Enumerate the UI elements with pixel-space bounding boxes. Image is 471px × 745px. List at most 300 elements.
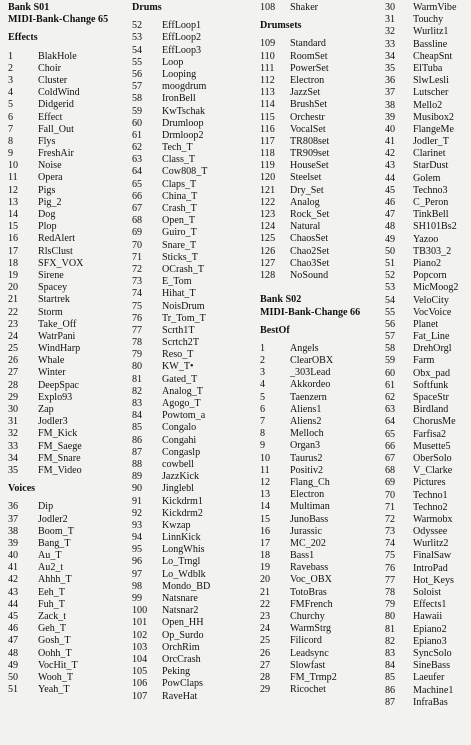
entry-name: Jodler2: [38, 513, 68, 525]
entry-number: 60: [132, 117, 143, 129]
entry-number: 52: [385, 270, 396, 282]
section-heading-drums: Drums: [132, 2, 162, 13]
entry-name: Ricochet: [290, 684, 326, 696]
entry-number: 62: [132, 142, 143, 154]
entry-number: 120: [260, 172, 276, 184]
section-heading-bestof: BestOf: [260, 324, 290, 336]
entry-number: 64: [132, 166, 143, 178]
entry-name: Multiman: [290, 501, 330, 513]
entry-number: 68: [132, 215, 143, 227]
entry-number: 40: [8, 550, 19, 562]
list-item: [132, 398, 242, 410]
list-item: [385, 2, 471, 14]
entry-name: Dip: [38, 501, 54, 513]
entry-number: 12: [260, 476, 271, 488]
entry-name: Yeah_T: [38, 684, 70, 696]
entry-name: Boom_T: [38, 525, 74, 537]
list-item: [260, 160, 375, 172]
entry-name: _303Lead: [290, 367, 331, 379]
entry-name: Warmobx: [413, 513, 453, 525]
list-item: [260, 136, 375, 148]
list-item: [132, 654, 242, 666]
entry-number: 61: [385, 379, 396, 391]
entry-number: 13: [260, 489, 271, 501]
entry-name: Fat_Line: [413, 331, 450, 343]
entry-number: 90: [132, 483, 143, 495]
list-item: [260, 648, 375, 660]
list-item: [8, 453, 128, 465]
list-item: [260, 51, 375, 63]
entry-name: Electron: [290, 74, 325, 86]
list-item: [260, 428, 375, 440]
list-item: [8, 355, 128, 367]
entry-name: C_Peron: [413, 197, 449, 208]
entry-number: 1: [8, 50, 14, 62]
entry-number: 127: [260, 257, 276, 269]
entry-number: 20: [260, 574, 271, 586]
column-3: [260, 2, 375, 696]
list-item: [8, 672, 128, 684]
list-item: [132, 57, 242, 69]
entry-name: Golem: [413, 172, 441, 184]
list-item: [132, 118, 242, 130]
entry-name: Noise: [38, 160, 62, 172]
entry-name: Scrtch2T: [162, 337, 199, 349]
entry-number: 104: [132, 653, 148, 665]
entry-number: 38: [8, 525, 19, 537]
entry-number: 33: [385, 38, 396, 50]
entry-number: 1: [260, 342, 266, 354]
entry-number: 47: [8, 635, 19, 647]
list-item: [385, 75, 471, 87]
entry-number: 15: [260, 513, 271, 525]
entry-name: cowbell: [162, 458, 194, 470]
list-item: [8, 611, 128, 623]
entry-name: Slowfast: [290, 659, 326, 671]
entry-name: Effects1: [413, 599, 447, 611]
entry-name: Peking: [162, 666, 191, 678]
entry-number: 80: [132, 361, 143, 373]
list-item: [132, 520, 242, 532]
entry-number: 22: [8, 306, 19, 318]
list-item: [385, 404, 471, 416]
list-item: [8, 307, 128, 319]
entry-name: StarDust: [413, 160, 449, 172]
list-item: [132, 435, 242, 447]
entry-name: Farm: [413, 355, 435, 367]
list-item: [132, 617, 242, 629]
list-item: [132, 678, 242, 690]
entry-name: Epiano3: [413, 635, 447, 647]
entry-name: Farfisa2: [413, 428, 447, 440]
entry-name: Scrth1T: [162, 324, 195, 336]
entry-name: PowClaps: [162, 678, 203, 690]
entry-name: WarmVibe: [413, 2, 457, 13]
list-item: [8, 294, 128, 306]
list-item: [385, 319, 471, 331]
list-item: [385, 477, 471, 489]
list-item: [260, 416, 375, 428]
entry-name: Lo_Trngl: [162, 556, 201, 568]
list-item: [132, 130, 242, 142]
list-item: [8, 648, 128, 660]
entry-number: 89: [132, 471, 143, 483]
entry-number: 96: [132, 556, 143, 568]
drumsets-list: [260, 38, 375, 282]
entry-number: 39: [8, 537, 19, 549]
entry-name: VocVoice: [413, 306, 452, 318]
list-item: [385, 221, 471, 233]
list-item: [132, 471, 242, 483]
entry-number: 106: [132, 678, 148, 690]
entry-name: MicMoog2: [413, 282, 459, 294]
bank-title: Bank S01: [8, 2, 50, 13]
list-item: [8, 550, 128, 562]
entry-number: 41: [8, 562, 19, 574]
list-item: [8, 246, 128, 258]
entry-name: Congaslp: [162, 446, 201, 458]
list-item: [260, 672, 375, 684]
entry-name: Obx_pad: [413, 367, 451, 379]
entry-number: 108: [260, 2, 276, 13]
list-item: [8, 319, 128, 331]
entry-name: Melloch: [290, 428, 324, 440]
list-item: [260, 526, 375, 538]
entry-number: 27: [8, 367, 19, 379]
entry-number: 111: [260, 62, 275, 74]
list-item: [8, 538, 128, 550]
entry-name: IntroPad: [413, 562, 448, 574]
entry-number: 125: [260, 233, 276, 245]
list-item: [385, 185, 471, 197]
entry-name: Geh_T: [38, 623, 67, 635]
list-item: [132, 142, 242, 154]
list-item: [260, 392, 375, 404]
list-item: [132, 422, 242, 434]
entry-number: 124: [260, 221, 276, 233]
entry-name: Voc_OBX: [290, 574, 332, 586]
entry-name: Planet: [413, 318, 439, 330]
list-item: [132, 642, 242, 654]
list-item: [260, 684, 375, 696]
list-item: [8, 587, 128, 599]
entry-number: 54: [385, 294, 396, 306]
list-item: [385, 648, 471, 660]
list-item: [260, 270, 375, 282]
entry-name: Churchy: [290, 611, 325, 622]
entry-name: Wooh_T: [38, 671, 74, 683]
entry-number: 58: [132, 93, 143, 105]
entry-name: VocalSet: [290, 123, 326, 135]
entry-number: 20: [8, 282, 19, 294]
list-item: [132, 106, 242, 118]
entry-number: 94: [132, 532, 143, 544]
entry-number: 17: [8, 245, 19, 257]
list-item: [8, 660, 128, 672]
entry-number: 38: [385, 99, 396, 111]
list-item: [260, 246, 375, 258]
entry-name: Pictures: [413, 477, 446, 489]
list-item: [8, 136, 128, 148]
entry-number: 67: [132, 203, 143, 214]
entry-name: Taenzern: [290, 391, 327, 403]
entry-number: 110: [260, 50, 275, 62]
list-item: [132, 154, 242, 166]
list-item: [8, 380, 128, 392]
list-item: [132, 556, 242, 568]
entry-name: Taurus2: [290, 452, 323, 464]
entry-number: 67: [385, 452, 396, 464]
list-item: [385, 599, 471, 611]
entry-number: 14: [8, 209, 19, 220]
list-item: [260, 87, 375, 99]
list-item: [132, 313, 242, 325]
entry-name: Piano2: [413, 257, 442, 269]
entry-name: Natsnare: [162, 593, 198, 604]
entry-number: 121: [260, 184, 276, 196]
entry-number: 7: [260, 416, 266, 427]
list-item: [385, 100, 471, 112]
list-item: [8, 684, 128, 696]
list-item: [132, 252, 242, 264]
list-item: [8, 574, 128, 586]
entry-number: 117: [260, 135, 275, 147]
list-item: [132, 337, 242, 349]
column-4: [385, 2, 471, 709]
list-item: [385, 685, 471, 697]
entry-name: DrehOrgl: [413, 343, 452, 355]
entry-name: Effect: [38, 111, 63, 123]
entry-number: 82: [385, 635, 396, 647]
entry-name: Whale: [38, 355, 65, 367]
entry-name: RlsClust: [38, 245, 73, 257]
entry-number: 3: [8, 74, 14, 86]
entry-name: Jodler_T: [413, 136, 449, 148]
entry-name: Open_HH: [162, 617, 204, 629]
list-item: [8, 87, 128, 99]
entry-name: Gated_T: [162, 373, 198, 385]
list-item: [385, 124, 471, 136]
list-item: [132, 447, 242, 459]
entry-number: 86: [385, 684, 396, 696]
entry-name: ClearOBX: [290, 355, 334, 367]
entry-number: 34: [8, 452, 19, 464]
entry-name: Birdland: [413, 404, 449, 416]
entry-number: 22: [260, 598, 271, 610]
entry-name: KwTschak: [162, 105, 206, 117]
entry-number: 88: [132, 458, 143, 470]
entry-name: Techno2: [413, 501, 448, 513]
entry-name: Wurlitz1: [413, 26, 449, 38]
entry-number: 77: [385, 574, 396, 586]
list-item: [132, 508, 242, 520]
entry-number: 85: [385, 672, 396, 684]
list-item: [385, 672, 471, 684]
entry-number: 13: [8, 196, 19, 208]
entry-name: FM_Snare: [38, 452, 81, 464]
entry-number: 105: [132, 666, 148, 678]
entry-name: Dog: [38, 209, 56, 220]
entry-number: 59: [385, 355, 396, 367]
entry-name: Clarinet: [413, 148, 446, 160]
entry-number: 78: [385, 587, 396, 598]
entry-name: Storm: [38, 306, 63, 318]
entry-name: Plop: [38, 221, 57, 233]
entry-name: Standard: [290, 38, 326, 50]
list-item: [8, 343, 128, 355]
entry-name: Ahhh_T: [38, 574, 72, 586]
bank2-subtitle: MIDI-Bank-Change 66: [260, 306, 361, 318]
entry-number: 10: [8, 160, 19, 172]
list-item: [385, 148, 471, 160]
entry-number: 35: [385, 62, 396, 74]
entry-number: 126: [260, 245, 276, 257]
entry-number: 65: [132, 178, 143, 190]
entry-number: 92: [132, 507, 143, 519]
entry-name: Flys: [38, 135, 56, 147]
entry-number: 69: [385, 477, 396, 489]
list-item: [260, 355, 375, 367]
list-item: [385, 270, 471, 282]
list-item: [132, 20, 242, 32]
entry-name: Choir: [38, 62, 61, 74]
entry-name: Au_T: [38, 550, 62, 562]
entry-number: 29: [8, 391, 19, 403]
list-item: [260, 635, 375, 647]
entry-name: Jodler3: [38, 416, 68, 428]
entry-number: 51: [8, 684, 19, 696]
entry-name: RedAlert: [38, 233, 75, 245]
list-item: [132, 215, 242, 227]
entry-name: Winter: [38, 367, 66, 379]
list-item: [8, 99, 128, 111]
entry-number: 115: [260, 111, 275, 123]
entry-name: ElTuba: [413, 62, 443, 74]
entry-name: Flang_Ch: [290, 476, 330, 488]
list-item: [8, 185, 128, 197]
list-item: [132, 240, 242, 252]
entry-number: 41: [385, 136, 396, 148]
entry-number: 93: [132, 519, 143, 531]
entry-name: E_Tom: [162, 276, 192, 288]
entry-number: 65: [385, 428, 396, 440]
voices-list: [8, 501, 128, 696]
list-item: [260, 440, 375, 452]
entry-number: 10: [260, 452, 271, 464]
entry-number: 5: [260, 391, 266, 403]
entry-name: Mondo_BD: [162, 580, 211, 592]
entry-name: Organ3: [290, 440, 321, 452]
entry-name: VocHit_T: [38, 659, 78, 671]
entry-number: 31: [385, 14, 396, 26]
entry-name: SpaceStr: [413, 392, 449, 403]
list-item: [132, 483, 242, 495]
entry-name: Zap: [38, 404, 54, 415]
entry-number: 71: [132, 251, 143, 263]
entry-number: 42: [385, 148, 396, 160]
list-item: [385, 538, 471, 550]
entry-name: Kickdrm1: [162, 495, 203, 507]
list-item: [260, 660, 375, 672]
entry-number: 2: [8, 62, 14, 74]
list-item: [260, 367, 375, 379]
list-item: [8, 367, 128, 379]
list-item: [260, 75, 375, 87]
entry-number: 49: [8, 659, 19, 671]
list-item: [385, 368, 471, 380]
entry-name: MC_202: [290, 537, 326, 549]
entry-name: ColdWind: [38, 87, 80, 99]
entry-name: NoSound: [290, 269, 329, 281]
entry-name: FMFrench: [290, 598, 333, 610]
entry-name: Bang_T: [38, 537, 71, 549]
entry-name: Steelset: [290, 172, 322, 184]
entry-name: Loop: [162, 56, 184, 68]
entry-number: 6: [8, 111, 14, 123]
list-item: [385, 380, 471, 392]
entry-number: 5: [8, 99, 14, 111]
list-item: [260, 379, 375, 391]
entry-number: 43: [385, 160, 396, 172]
list-item: [385, 611, 471, 623]
list-item: [385, 355, 471, 367]
entry-number: 81: [385, 623, 396, 635]
entry-number: 68: [385, 465, 396, 477]
entry-number: 16: [8, 233, 19, 245]
entry-number: 36: [385, 75, 396, 87]
entry-number: 26: [8, 355, 19, 367]
entry-name: Reso_T: [162, 349, 194, 361]
entry-name: Angels: [290, 342, 319, 354]
section-heading-effects: Effects: [8, 32, 38, 44]
entry-number: 99: [132, 593, 143, 604]
entry-number: 48: [8, 647, 19, 659]
entry-name: TB303_2: [413, 245, 452, 257]
list-item: [132, 569, 242, 581]
list-item: [8, 599, 128, 611]
list-item: [385, 51, 471, 63]
entry-name: Au2_t: [38, 562, 64, 574]
entry-number: 29: [260, 684, 271, 696]
list-item: [260, 172, 375, 184]
list-item: [8, 124, 128, 136]
list-item: [132, 581, 242, 593]
entry-number: 39: [385, 111, 396, 123]
list-item: [385, 87, 471, 99]
entry-name: OCrash_T: [162, 263, 205, 275]
entry-number: 25: [8, 343, 19, 355]
list-item: [132, 386, 242, 398]
entry-number: 46: [8, 623, 19, 635]
entry-number: 81: [132, 373, 143, 385]
entry-name: WarmStrg: [290, 623, 332, 635]
entry-number: 9: [260, 440, 266, 452]
entry-name: JazzSet: [290, 87, 321, 99]
entry-number: 28: [260, 671, 271, 683]
entry-name: Crash_T: [162, 203, 197, 214]
entry-number: 103: [132, 641, 148, 653]
entry-number: 84: [385, 660, 396, 672]
entry-number: 21: [8, 294, 19, 306]
list-item: [385, 173, 471, 185]
section-heading-voices: Voices: [8, 483, 36, 495]
list-item: [260, 574, 375, 586]
entry-number: 15: [8, 221, 19, 233]
list-item: [132, 532, 242, 544]
list-item: [385, 258, 471, 270]
entry-number: 61: [132, 129, 143, 141]
list-item: [132, 288, 242, 300]
